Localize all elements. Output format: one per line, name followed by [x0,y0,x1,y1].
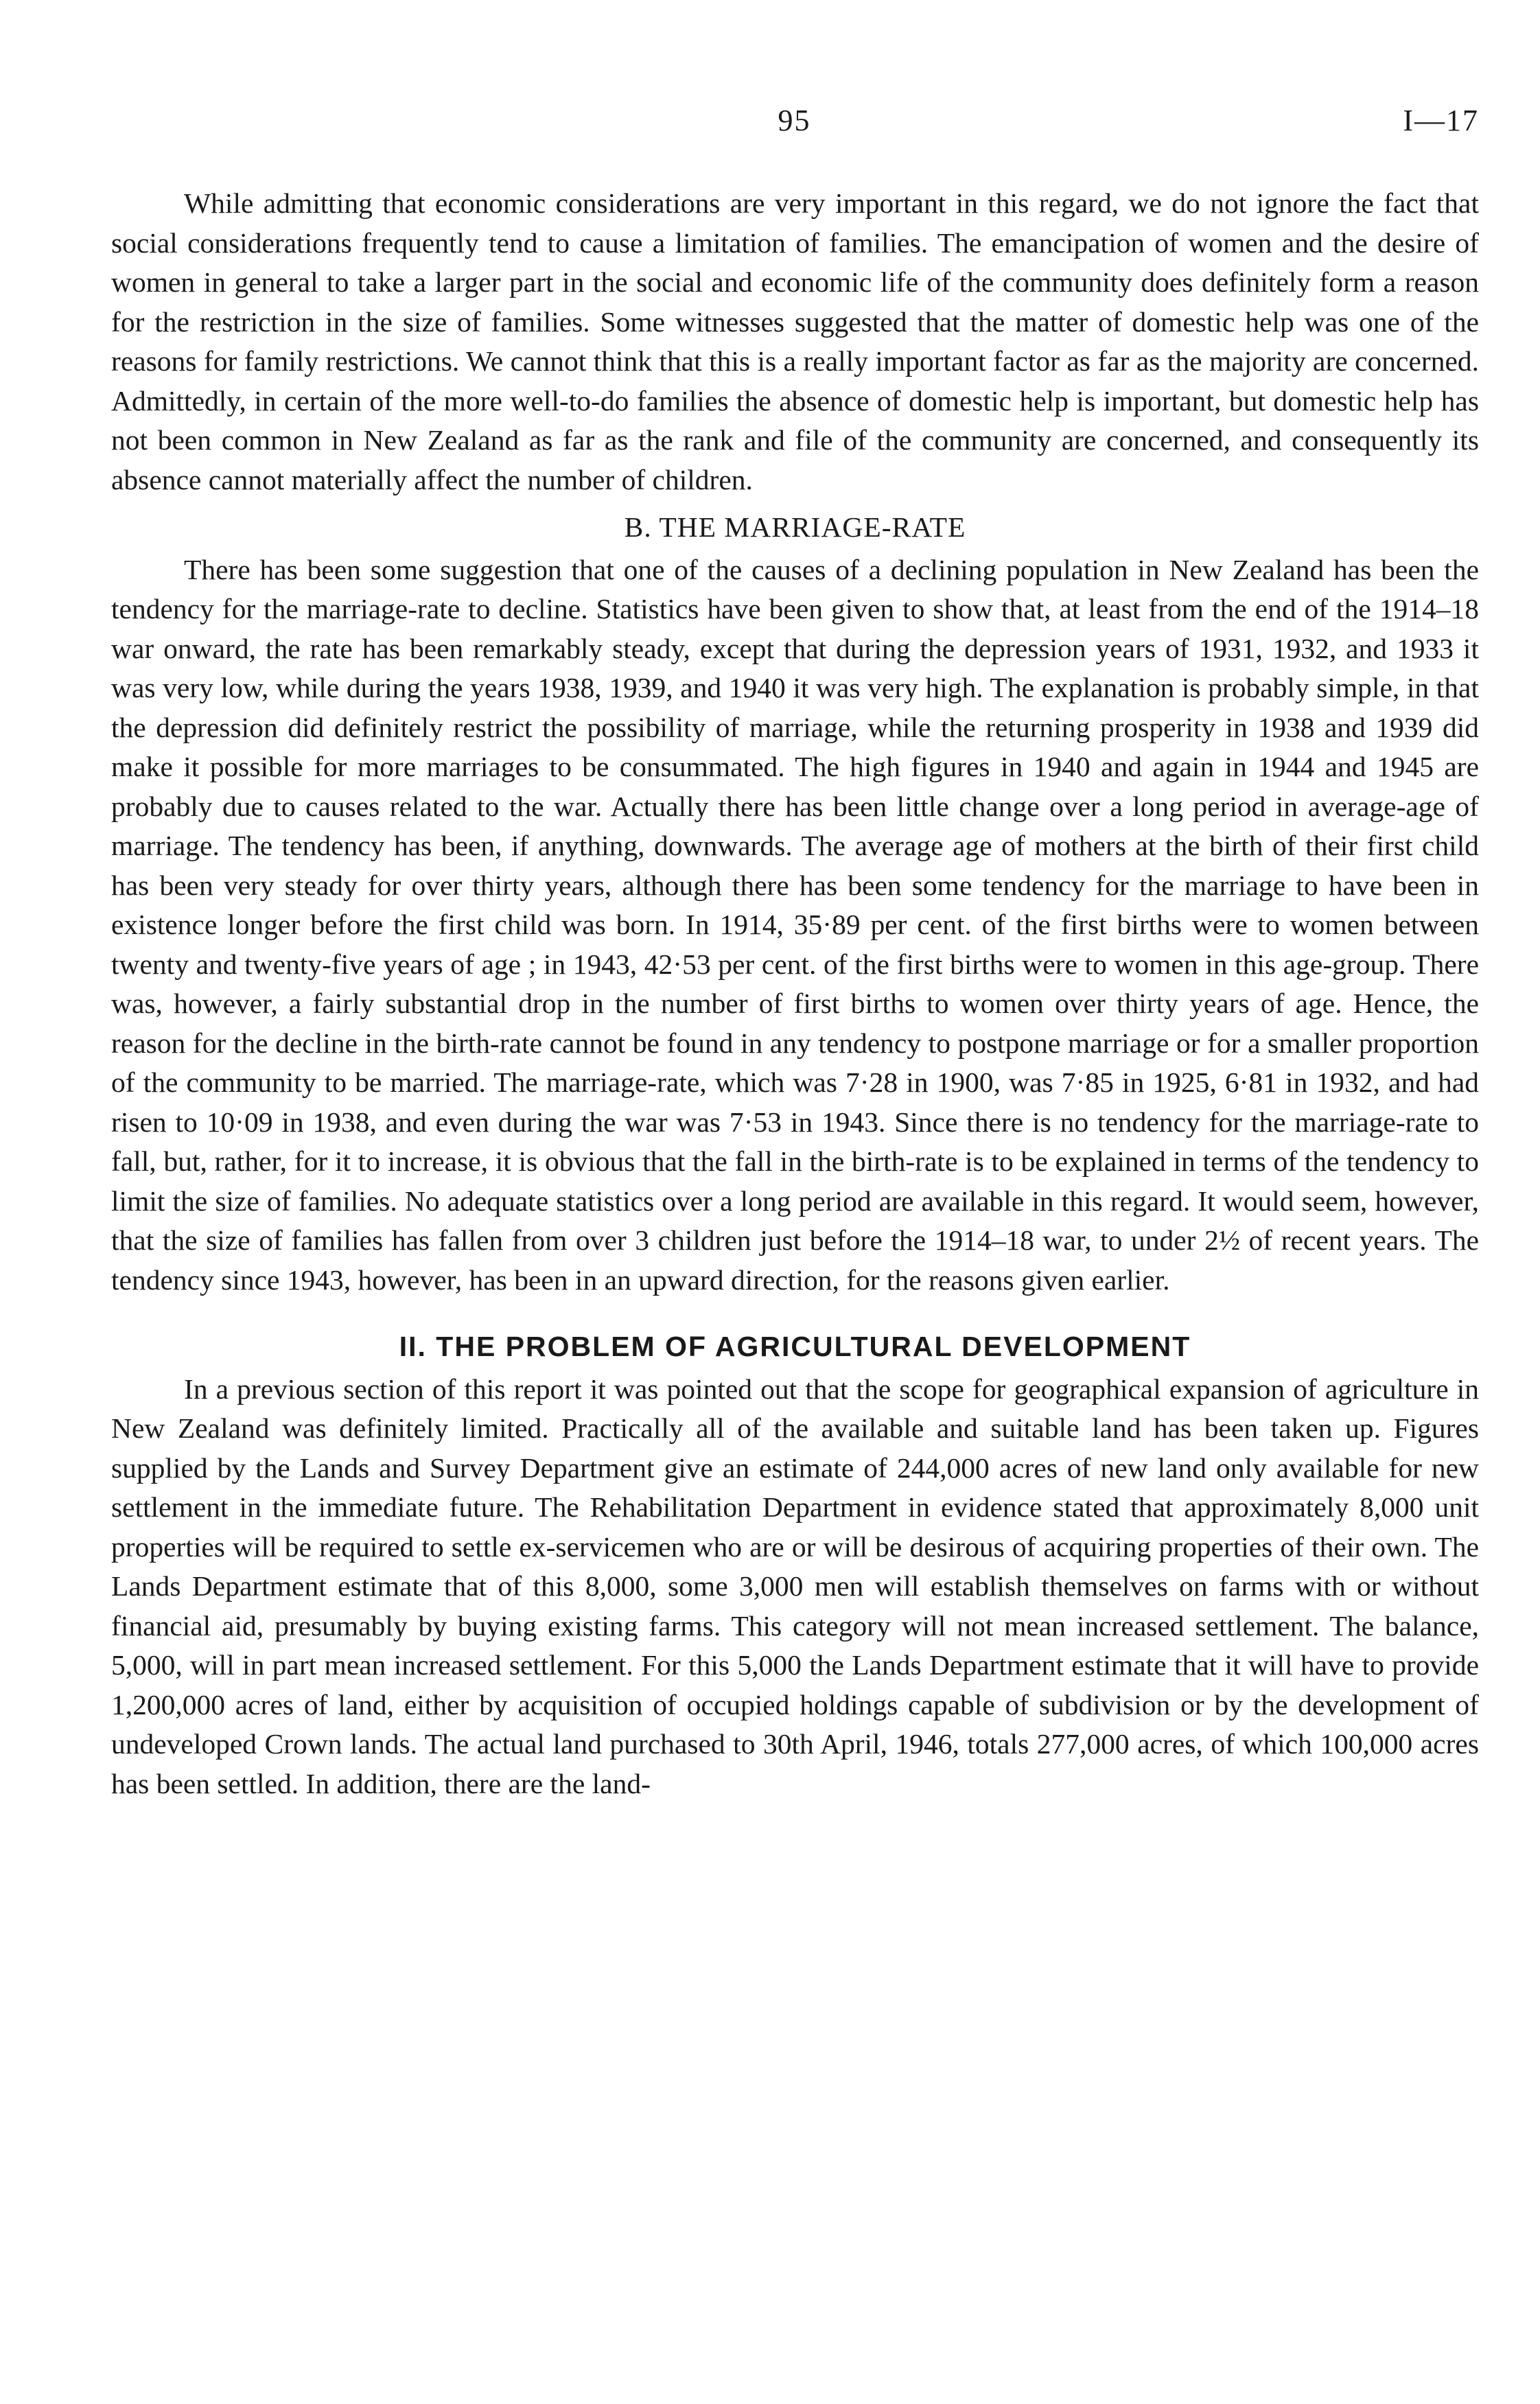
body-text [111,184,1479,1804]
section-heading-marriage-rate: B. THE MARRIAGE-RATE [624,511,966,543]
section-heading-agricultural-development: II. THE PROBLEM OF AGRICULTURAL DEVELOPMENT [399,1331,1191,1362]
paragraph-agriculture: In a previous section of this report it was pointed out that the scope for geographical expansion of agriculture in New Zealand was definitely limited. Practically all of the available and suitable land has been taken up. Figures supplied by the Lands and Survey Department give an estimate of 244,000 acres of new land only available for new settlement in the immediate future. The Rehabilitation Department in evidence stated that approximately 8,000 unit properties will be required to settle ex-servicemen who are or will be desirous of acquiring properties of their own. The Lands Department estimate that of this 8,000, some 3,000 men will establish themselves on farms with or without financial aid, presumably by buying existing farms. This category will not mean increased settlement. The balance, 5,000, will in part mean increased settlement. For this 5,000 the Lands Department estimate that it will have to provide 1,200,000 acres of land, either by acquisition of occupied holdings capable of subdivision or by the development of undeveloped Crown lands. The actual land purchased to 30th April, 1946, totals 277,000 acres, of which 100,000 acres has been settled. In addition, there are the land- [111,1373,1479,1799]
report-code: I—17 [1403,104,1479,137]
page-number: 95 [778,104,811,137]
paragraph-intro: While admitting that economic considerations are very important in this regard, we do not ignore the fact that social considerations frequently tend to cause a limitation of families. The emancipation of women and the desire of women in general to take a larger part in the social and economic life of the community does definitely form a reason for the restriction in the size of families. Some witnesses suggested that the matter of domestic help was one of the reasons for family restrictions. We cannot think that this is a really important factor as far as the majority are concerned. Admittedly, in certain of the more well-to-do families the absence of domestic help is important, but domestic help has not been common in New Zealand as far as the rank and file of the community are concerned, and consequently its absence cannot materially affect the number of children. [111,187,1479,495]
page-header [110,103,1479,151]
paragraph-marriage-rate: There has been some suggestion that one of the causes of a declining population in New Zealand has been the tendency for the marriage-rate to decline. Statistics have been given to show that, at least from the end of the 1914–18 war onward, the rate has been remarkably steady, except that during the depression years of 1931, 1932, and 1933 it was very low, while during the years 1938, 1939, and 1940 it was very high. The explanation is probably simple, in that the depression did definitely restrict the possibility of marriage, while the returning prosperity in 1938 and 1939 did make it possible for more marriages to be consummated. The high figures in 1940 and again in 1944 and 1945 are probably due to causes related to the war. Actually there has been little change over a long period in average-age of marriage. The tendency has been, if anything, downwards. The average age of mothers at the birth of their first child has been very steady for over thirty years, although there has been some tendency for the marriage to have been in existence longer before the first child was born. In 1914, 35·89 per cent. of the first births were to women between twenty and twenty-five years of age ; in 1943, 42·53 per cent. of the first births were to women in this age-group. There was, however, a fairly substantial drop in the number of first births to women over thirty years of age. Hence, the reason for the decline in the birth-rate cannot be found in any tendency to postpone marriage or for a smaller proportion of the community to be married. The marriage-rate, which was 7·28 in 1900, was 7·85 in 1925, 6·81 in 1932, and had risen to 10·09 in 1938, and even during the war was 7·53 in 1943. Since there is no tendency for the marriage-rate to fall, but, rather, for it to increase, it is obvious that the fall in the birth-rate is to be explained in terms of the tendency to limit the size of families. No adequate statistics over a long period are available in this regard. It would seem, however, that the size of families has fallen from over 3 children just before the 1914–18 war, to under 2½ of recent years. The tendency since 1943, however, has been in an upward direction, for the reasons given earlier. [111,553,1479,1296]
